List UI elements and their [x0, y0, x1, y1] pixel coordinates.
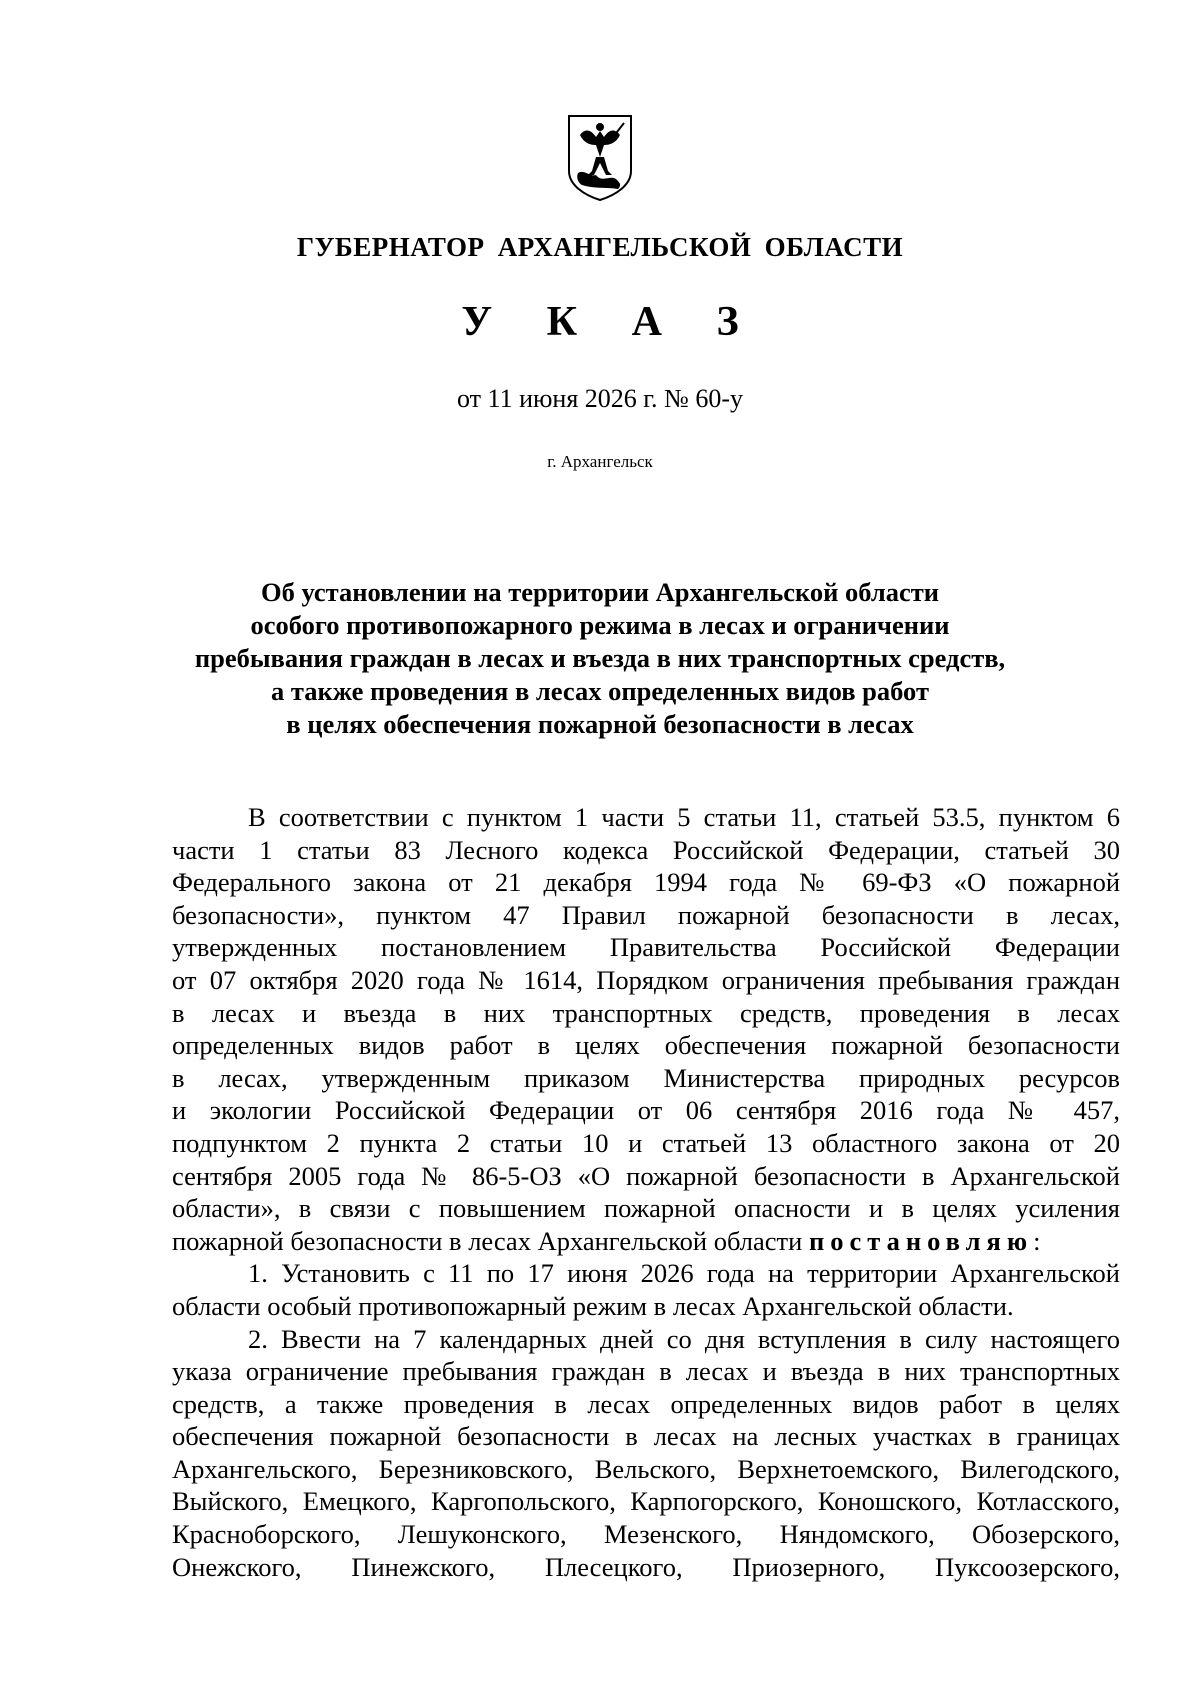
title-line: пребывания граждан в лесах и въезда в них транспортных средств,	[194, 643, 1006, 673]
title-line: в целях обеспечения пожарной безопасности в лесах	[286, 709, 914, 739]
document-title	[160, 576, 1040, 741]
body-line: в лесах и въезда в них транспортных средств, проведения в лесах	[172, 997, 1120, 1028]
body-line: безопасности», пунктом 47 Правил пожарной безопасности в лесах,	[172, 899, 1120, 930]
item-2-line: Выйского, Емецкого, Каргопольского, Карпогорского, Коношского, Котласского,	[172, 1486, 1120, 1517]
title-line: Об установлении на территории Архангельской области	[260, 577, 940, 607]
title-line: а также проведения в лесах определенных видов работ	[271, 676, 929, 706]
body-line: от 07 октября 2020 года № 1614, Порядком ограничения пребывания граждан	[172, 964, 1120, 995]
body-line: области», в связи с повышением пожарной опасности и в целях усиления	[172, 1193, 1120, 1224]
body-line: В соответствии с пунктом 1 части 5 статьи 11, статьей 53.5, пунктом 6	[248, 802, 1120, 832]
item-2-line: Красноборского, Лешуконского, Мезенского, Няндомского, Обозерского,	[172, 1519, 1120, 1550]
body-line: определенных видов работ в целях обеспечения пожарной безопасности	[172, 1030, 1120, 1061]
coat-of-arms-icon	[566, 113, 634, 202]
decree-keyword: постановляю	[808, 1225, 1034, 1256]
document-body	[172, 801, 1120, 1583]
item-2-line: 2. Ввести на 7 календарных дней со дня вступления в силу настоящего	[248, 1323, 1120, 1354]
item-2-line: Онежского, Пинежского, Плесецкого, Приозерного, Пуксоозерского,	[172, 1551, 1120, 1582]
item-1-line: области особый противопожарный режим в лесах Архангельской области.	[172, 1290, 1014, 1321]
item-1-line: 1. Установить с 11 по 17 июня 2026 года на территории Архангельской	[248, 1258, 1120, 1289]
title-line: особого противопожарного режима в лесах и ограничении	[250, 610, 950, 640]
decree-suffix: :	[1033, 1225, 1041, 1256]
date-and-number: от 11 июня 2026 г. № 60-у	[457, 384, 743, 413]
issuing-authority: ГУБЕРНАТОР АРХАНГЕЛЬСКОЙ ОБЛАСТИ	[296, 232, 904, 262]
city-of-issue: г. Архангельск	[547, 452, 653, 471]
item-2-line: Архангельского, Березниковского, Вельского, Верхнетоемского, Вилегодского,	[172, 1453, 1120, 1484]
item-2-line: обеспечения пожарной безопасности в лесах на лесных участках в границах	[172, 1421, 1120, 1452]
document-type: У К А З	[461, 299, 761, 345]
body-line: в лесах, утвержденным приказом Министерства природных ресурсов	[172, 1062, 1120, 1093]
body-line: части 1 статьи 83 Лесного кодекса Российской Федерации, статьей 30	[172, 834, 1120, 865]
body-line: подпунктом 2 пункта 2 статьи 10 и статьей 13 областного закона от 20	[172, 1127, 1120, 1158]
item-2-line: указа ограничение пребывания граждан в лесах и въезда в них транспортных	[172, 1356, 1120, 1387]
decree-line-text: пожарной безопасности в лесах Архангельской области	[172, 1225, 803, 1256]
body-line: Федерального закона от 21 декабря 1994 года № 69-ФЗ «О пожарной	[172, 867, 1120, 898]
item-2-line: средств, а также проведения в лесах определенных видов работ в целях	[172, 1388, 1120, 1419]
body-line: сентября 2005 года № 86-5-ОЗ «О пожарной безопасности в Архангельской	[172, 1160, 1120, 1191]
body-line: и экологии Российской Федерации от 06 сентября 2016 года № 457,	[172, 1095, 1120, 1126]
body-line: утвержденных постановлением Правительства Российской Федерации	[172, 932, 1120, 963]
decree-line	[172, 1225, 1120, 1258]
